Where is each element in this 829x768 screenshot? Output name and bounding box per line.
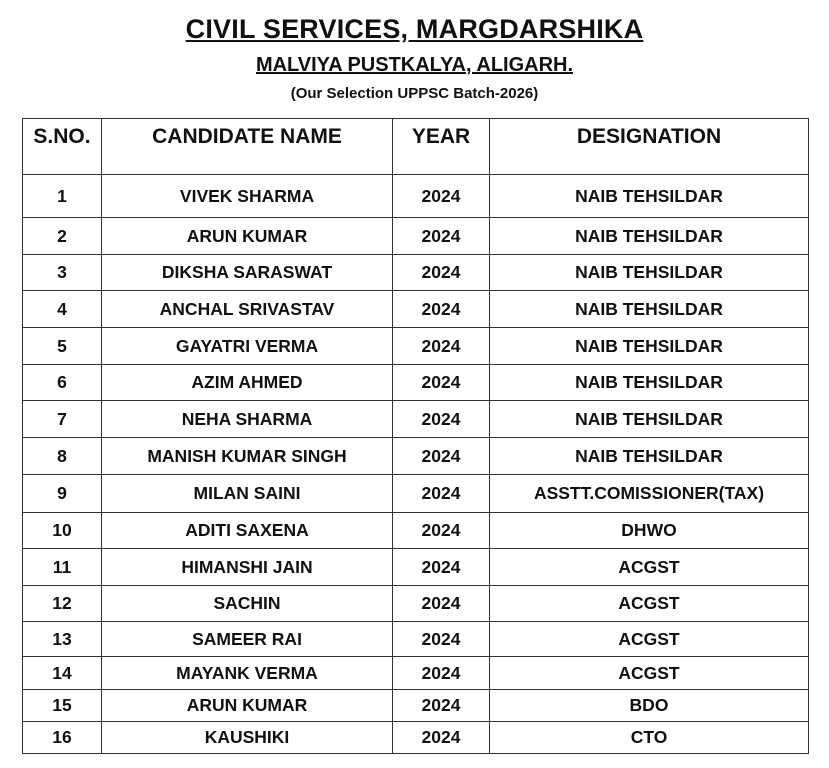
row-sno: 16 xyxy=(23,722,102,754)
row-designation: DHWO xyxy=(490,513,809,549)
row-sno: 15 xyxy=(23,690,102,722)
table-body xyxy=(23,175,809,754)
row-designation: NAIB TEHSILDAR xyxy=(490,291,809,328)
table-row xyxy=(23,438,809,475)
row-year: 2024 xyxy=(393,690,490,722)
row-year: 2024 xyxy=(393,255,490,291)
row-candidate-name: GAYATRI VERMA xyxy=(102,328,393,365)
row-candidate-name: HIMANSHI JAIN xyxy=(102,549,393,586)
table-row xyxy=(23,690,809,722)
row-year: 2024 xyxy=(393,175,490,218)
row-candidate-name: ADITI SAXENA xyxy=(102,513,393,549)
row-sno: 2 xyxy=(23,218,102,255)
row-sno: 5 xyxy=(23,328,102,365)
table-row xyxy=(23,622,809,657)
row-designation: ACGST xyxy=(490,622,809,657)
table-row xyxy=(23,365,809,401)
table-row xyxy=(23,475,809,513)
table-row xyxy=(23,255,809,291)
table-header-row xyxy=(23,119,809,175)
header-year: YEAR xyxy=(393,119,490,175)
selection-table xyxy=(22,118,809,754)
row-candidate-name: KAUSHIKI xyxy=(102,722,393,754)
row-candidate-name: SAMEER RAI xyxy=(102,622,393,657)
row-designation: ACGST xyxy=(490,657,809,690)
batch-note: (Our Selection UPPSC Batch-2026) xyxy=(290,85,539,102)
row-year: 2024 xyxy=(393,657,490,690)
row-designation: NAIB TEHSILDAR xyxy=(490,365,809,401)
row-candidate-name: VIVEK SHARMA xyxy=(102,175,393,218)
row-year: 2024 xyxy=(393,401,490,438)
row-designation: NAIB TEHSILDAR xyxy=(490,401,809,438)
row-designation: ASSTT.COMISSIONER(TAX) xyxy=(490,475,809,513)
row-candidate-name: ARUN KUMAR xyxy=(102,690,393,722)
row-year: 2024 xyxy=(393,513,490,549)
table-row xyxy=(23,722,809,754)
table-row xyxy=(23,586,809,622)
row-designation: CTO xyxy=(490,722,809,754)
row-candidate-name: AZIM AHMED xyxy=(102,365,393,401)
row-sno: 10 xyxy=(23,513,102,549)
table-row xyxy=(23,175,809,218)
row-candidate-name: MILAN SAINI xyxy=(102,475,393,513)
row-sno: 9 xyxy=(23,475,102,513)
table-row xyxy=(23,657,809,690)
row-candidate-name: ANCHAL SRIVASTAV xyxy=(102,291,393,328)
row-sno: 12 xyxy=(23,586,102,622)
row-sno: 6 xyxy=(23,365,102,401)
row-sno: 3 xyxy=(23,255,102,291)
page-subtitle: MALVIYA PUSTKALYA, ALIGARH. xyxy=(255,54,574,76)
row-sno: 11 xyxy=(23,549,102,586)
row-candidate-name: ARUN KUMAR xyxy=(102,218,393,255)
table-row xyxy=(23,549,809,586)
row-year: 2024 xyxy=(393,328,490,365)
table-row xyxy=(23,328,809,365)
row-year: 2024 xyxy=(393,549,490,586)
table-row xyxy=(23,401,809,438)
row-designation: BDO xyxy=(490,690,809,722)
row-year: 2024 xyxy=(393,365,490,401)
row-year: 2024 xyxy=(393,722,490,754)
row-candidate-name: NEHA SHARMA xyxy=(102,401,393,438)
row-designation: NAIB TEHSILDAR xyxy=(490,218,809,255)
row-year: 2024 xyxy=(393,218,490,255)
table-row xyxy=(23,513,809,549)
row-designation: NAIB TEHSILDAR xyxy=(490,438,809,475)
header-candidate-name: CANDIDATE NAME xyxy=(102,119,393,175)
row-sno: 8 xyxy=(23,438,102,475)
row-designation: NAIB TEHSILDAR xyxy=(490,328,809,365)
row-year: 2024 xyxy=(393,586,490,622)
row-sno: 7 xyxy=(23,401,102,438)
row-sno: 1 xyxy=(23,175,102,218)
row-designation: NAIB TEHSILDAR xyxy=(490,175,809,218)
table-row xyxy=(23,291,809,328)
row-year: 2024 xyxy=(393,622,490,657)
table-row xyxy=(23,218,809,255)
row-designation: NAIB TEHSILDAR xyxy=(490,255,809,291)
header-sno: S.NO. xyxy=(23,119,102,175)
header-designation: DESIGNATION xyxy=(490,119,809,175)
row-year: 2024 xyxy=(393,291,490,328)
row-candidate-name: DIKSHA SARASWAT xyxy=(102,255,393,291)
row-candidate-name: SACHIN xyxy=(102,586,393,622)
row-sno: 4 xyxy=(23,291,102,328)
row-year: 2024 xyxy=(393,438,490,475)
row-designation: ACGST xyxy=(490,586,809,622)
row-designation: ACGST xyxy=(490,549,809,586)
row-candidate-name: MANISH KUMAR SINGH xyxy=(102,438,393,475)
page-title: CIVIL SERVICES, MARGDARSHIKA xyxy=(185,14,644,44)
row-candidate-name: MAYANK VERMA xyxy=(102,657,393,690)
row-sno: 13 xyxy=(23,622,102,657)
row-sno: 14 xyxy=(23,657,102,690)
row-year: 2024 xyxy=(393,475,490,513)
